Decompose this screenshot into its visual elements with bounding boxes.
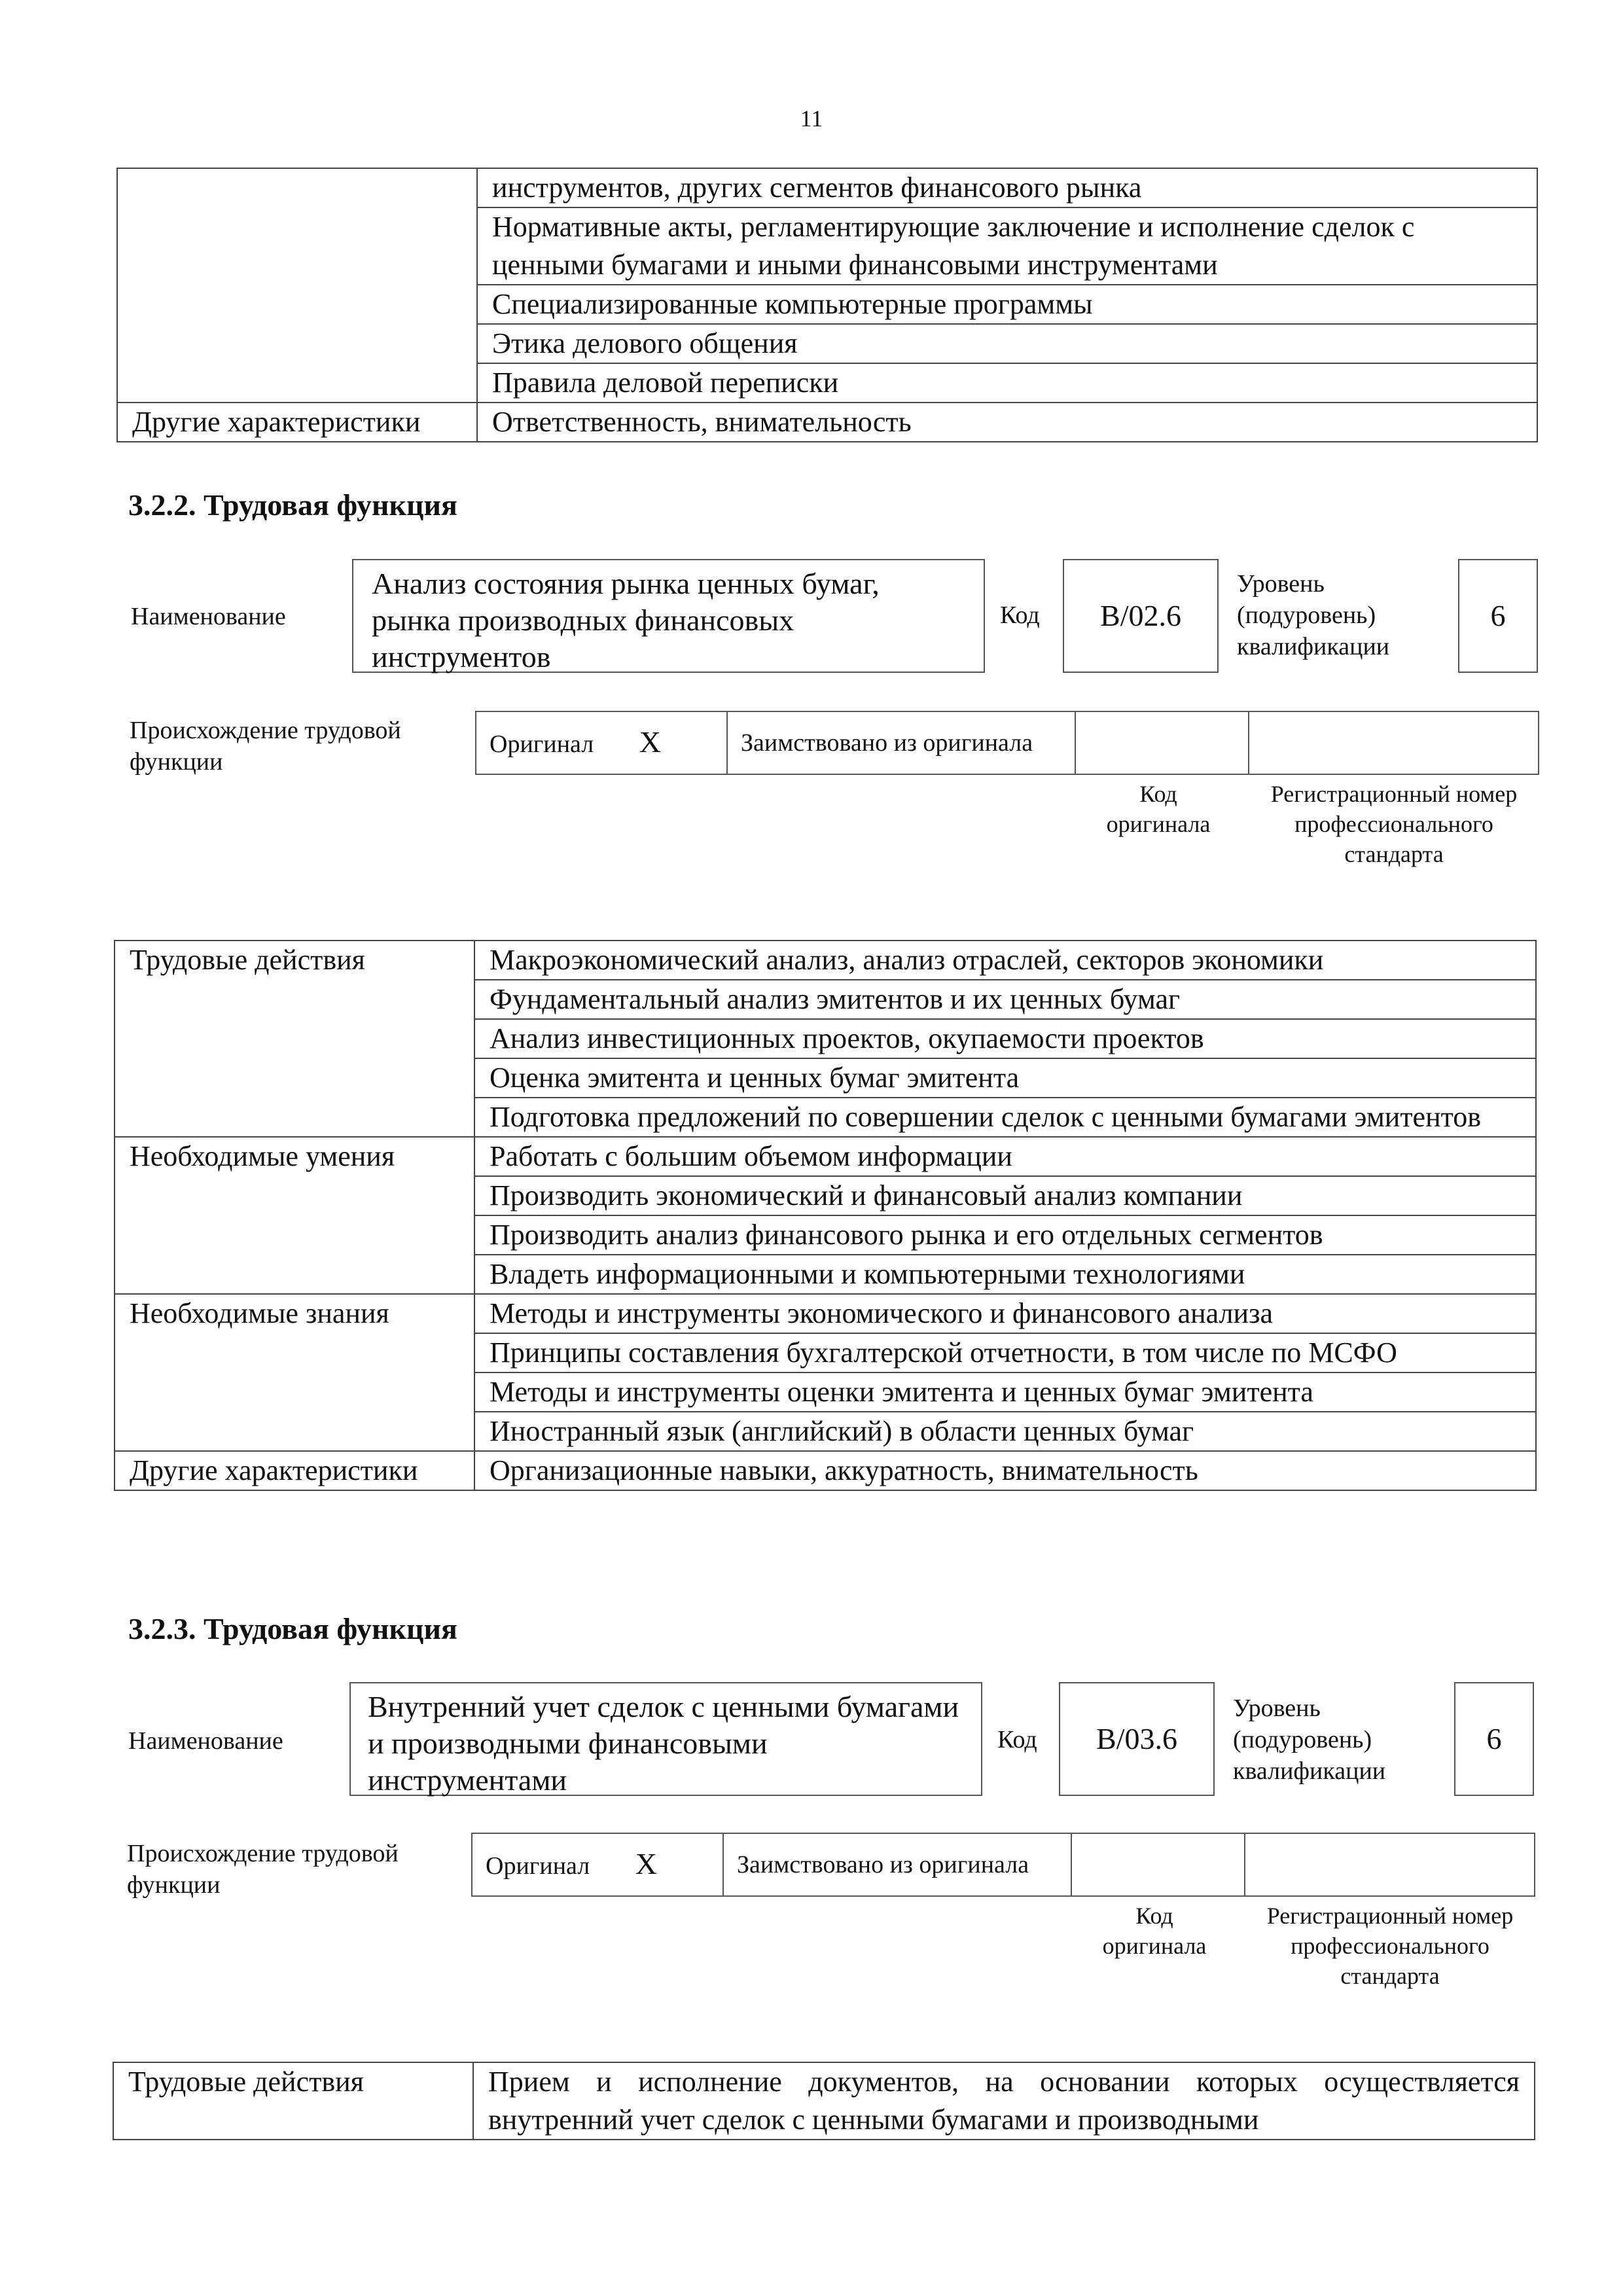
table-cell: Иностранный язык (английский) в области ценных бумаг	[474, 1412, 1536, 1451]
group-label: Трудовые действия	[113, 2062, 473, 2140]
page-number: 11	[800, 105, 823, 132]
reg-number-cell	[1245, 1833, 1535, 1896]
table-cell: Методы и инструменты экономического и финансового анализа	[474, 1294, 1536, 1333]
function-name-value: Внутренний учет сделок с ценными бумагами и производными финансовыми инструментами	[368, 1690, 959, 1797]
table-cell: Этика делового общения	[477, 324, 1537, 363]
original-mark: X	[639, 725, 661, 759]
table-cell: Производить анализ финансового рынка и его отдельных сегментов	[474, 1215, 1536, 1255]
level-label: Уровень (подуровень) квалификации	[1237, 570, 1390, 660]
reg-caption: Регистрационный номер профессионального стандарта	[1270, 781, 1518, 867]
level-value: 6	[1486, 1722, 1502, 1755]
code-value: B/03.6	[1096, 1722, 1177, 1755]
table-cell: Ответственность, внимательность	[477, 403, 1537, 442]
table-label-cell	[117, 168, 477, 403]
original-cell	[476, 711, 727, 774]
group-label: Трудовые действия	[115, 941, 474, 1137]
code-value: B/02.6	[1100, 599, 1181, 632]
table-cell: Владеть информационными и компьютерными технологиями	[474, 1255, 1536, 1294]
table-cell: Специализированные компьютерные программы	[477, 285, 1537, 324]
original-code-cell	[1075, 711, 1249, 774]
function-details-table-323	[113, 2062, 1535, 2140]
table-row	[115, 1451, 1536, 1490]
table-label-cell: Другие характеристики	[117, 403, 477, 442]
function-name-box	[349, 1682, 982, 1796]
reg-number-cell	[1249, 711, 1539, 774]
table-cell: Анализ инвестиционных проектов, окупаемости проектов	[474, 1019, 1536, 1058]
original-label: Оригинал	[486, 1852, 590, 1880]
borrowed-label: Заимствовано из оригинала	[727, 711, 1075, 774]
section-heading-323: 3.2.3. Трудовая функция	[128, 1612, 457, 1645]
table-row	[115, 1137, 1536, 1176]
code-box	[1059, 1682, 1215, 1796]
table-cell: Нормативные акты, регламентирующие заключение и исполнение сделок с ценными бумагами и иными финансовыми инструментами	[477, 207, 1537, 285]
level-box	[1454, 1682, 1534, 1796]
table-cell: Организационные навыки, аккуратность, внимательность	[474, 1451, 1536, 1490]
level-value: 6	[1490, 599, 1506, 632]
original-code-cell	[1071, 1833, 1245, 1896]
code-caption: Код оригинала	[1102, 1903, 1207, 1959]
table-row	[115, 1294, 1536, 1333]
table-cell: Макроэкономический анализ, анализ отраслей, секторов экономики	[474, 941, 1536, 980]
level-box	[1458, 559, 1538, 673]
table-cell: Фундаментальный анализ эмитентов и их ценных бумаг	[474, 980, 1536, 1019]
code-label: Код	[997, 1726, 1037, 1753]
function-details-table-322	[114, 940, 1537, 1491]
table-row	[117, 403, 1537, 442]
table-cell: инструментов, других сегментов финансового рынка	[477, 168, 1537, 207]
table-cell: Методы и инструменты оценки эмитента и ценных бумаг эмитента	[474, 1372, 1536, 1412]
origin-label: Происхождение трудовой функции	[127, 1840, 399, 1899]
table-cell: Подготовка предложений по совершении сделок с ценными бумагами эмитентов	[474, 1098, 1536, 1137]
name-label: Наименование	[128, 1727, 283, 1755]
table-row	[117, 168, 1537, 207]
function-name-box	[352, 559, 985, 673]
table-cell: Прием и исполнение документов, на основании которых осуществляется внутренний учет сделок с ценными бумагами и производными	[473, 2062, 1535, 2140]
name-label: Наименование	[131, 603, 286, 630]
table-cell: Оценка эмитента и ценных бумаг эмитента	[474, 1058, 1536, 1098]
table-cell: Правила деловой переписки	[477, 363, 1537, 403]
function-name-value: Анализ состояния рынка ценных бумаг, рынка производных финансовых инструментов	[372, 567, 880, 673]
original-label: Оригинал	[490, 730, 594, 758]
code-label: Код	[1000, 601, 1040, 629]
original-cell	[472, 1833, 723, 1896]
origin-table	[475, 711, 1539, 775]
section-heading-322: 3.2.2. Трудовая функция	[128, 488, 457, 522]
level-label: Уровень (подуровень) квалификации	[1233, 1695, 1386, 1785]
table-row	[115, 941, 1536, 980]
group-label: Необходимые умения	[115, 1137, 474, 1294]
original-mark: X	[635, 1846, 657, 1880]
borrowed-label: Заимствовано из оригинала	[723, 1833, 1071, 1896]
code-caption: Код оригинала	[1106, 781, 1211, 837]
table-cell: Производить экономический и финансовый анализ компании	[474, 1176, 1536, 1215]
top-continuation-table	[116, 168, 1538, 442]
table-cell: Работать с большим объемом информации	[474, 1137, 1536, 1176]
origin-table	[471, 1833, 1535, 1897]
group-label: Необходимые знания	[115, 1294, 474, 1451]
code-box	[1063, 559, 1219, 673]
table-row	[113, 2062, 1535, 2140]
group-label: Другие характеристики	[115, 1451, 474, 1490]
origin-label: Происхождение трудовой функции	[130, 717, 401, 776]
table-cell: Принципы составления бухгалтерской отчетности, в том числе по МСФО	[474, 1333, 1536, 1372]
reg-caption: Регистрационный номер профессионального стандарта	[1266, 1903, 1514, 1989]
